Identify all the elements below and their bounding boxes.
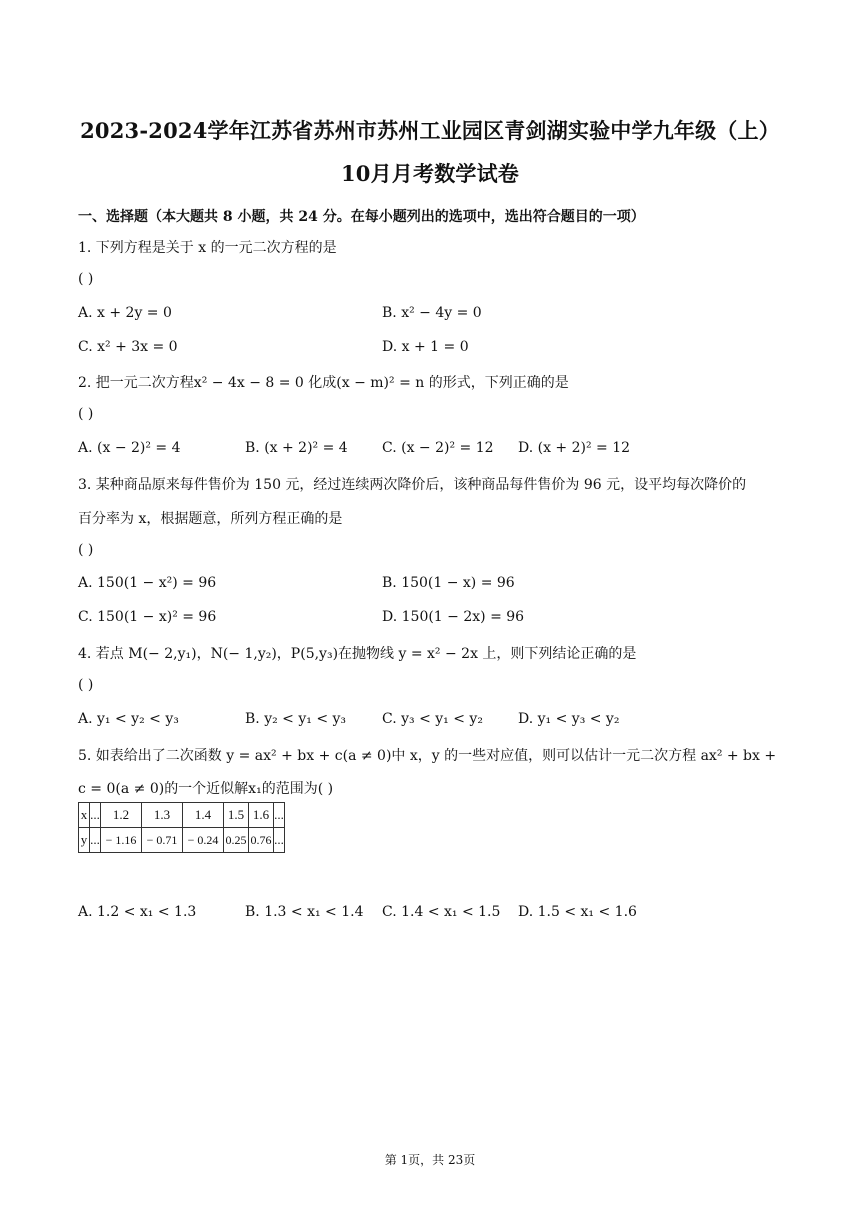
question-2-stem: 2. 把一元二次方程x² − 4x − 8 = 0 化成(x − m)² = n 的形式，下列正确的是 (78, 375, 569, 391)
table-cell: 1.2 (101, 803, 142, 828)
question-5-option-a: A. 1.2 < x₁ < 1.3 (78, 904, 197, 920)
table-cell: ... (90, 803, 101, 828)
question-5-option-c: C. 1.4 < x₁ < 1.5 (382, 904, 501, 920)
table-row-y (79, 828, 285, 853)
question-3-blank: ( ) (78, 542, 94, 558)
question-3-option-a: A. 150(1 − x²) = 96 (78, 575, 217, 591)
exam-title-line1: 2023-2024学年江苏省苏州市苏州工业园区青剑湖实验中学九年级（上） (80, 118, 780, 143)
question-4-option-d: D. y₁ < y₃ < y₂ (518, 711, 620, 727)
question-3-option-c: C. 150(1 − x)² = 96 (78, 609, 217, 625)
table-cell: ... (274, 828, 285, 853)
question-1-option-b: B. x² − 4y = 0 (382, 305, 482, 321)
question-2-option-a: A. (x − 2)² = 4 (78, 440, 181, 456)
table-cell: y (79, 828, 90, 853)
question-3-option-b: B. 150(1 − x) = 96 (382, 575, 515, 591)
question-1-option-d: D. x + 1 = 0 (382, 339, 469, 355)
table-cell: 1.3 (142, 803, 183, 828)
question-5-option-b: B. 1.3 < x₁ < 1.4 (245, 904, 364, 920)
question-1-option-c: C. x² + 3x = 0 (78, 339, 178, 355)
exam-title-line2: 10月月考数学试卷 (340, 161, 520, 186)
table-cell: − 1.16 (101, 828, 142, 853)
table-cell: ... (274, 803, 285, 828)
question-5-option-d: D. 1.5 < x₁ < 1.6 (518, 904, 637, 920)
table-cell: − 0.24 (183, 828, 224, 853)
question-1-stem: 1. 下列方程是关于 x 的一元二次方程的是 (78, 240, 337, 256)
question-1-blank: ( ) (78, 271, 94, 287)
question-4-stem: 4. 若点 M(− 2,y₁)，N(− 1,y₂)，P(5,y₃)在抛物线 y = x² − 2x 上，则下列结论正确的是 (78, 646, 637, 662)
value-table (78, 802, 285, 853)
question-4-option-b: B. y₂ < y₁ < y₃ (245, 711, 347, 727)
table-row-x (79, 803, 285, 828)
table-cell: ... (90, 828, 101, 853)
question-5-stem-line1: 5. 如表给出了二次函数 y = ax² + bx + c(a ≠ 0)中 x，y 的一些对应值，则可以估计一元二次方程 ax² + bx + (78, 748, 777, 764)
question-2-option-d: D. (x + 2)² = 12 (518, 440, 631, 456)
table-cell: 1.5 (224, 803, 249, 828)
question-3-stem-line1: 3. 某种商品原来每件售价为 150 元，经过连续两次降价后，该种商品每件售价为 96 元，设平均每次降价的 (78, 477, 747, 493)
table-cell: x (79, 803, 90, 828)
question-4-blank: ( ) (78, 677, 94, 693)
question-3-stem-line2: 百分率为 x，根据题意，所列方程正确的是 (78, 511, 343, 527)
table-cell: − 0.71 (142, 828, 183, 853)
section-heading: 一、选择题（本大题共 8 小题，共 24 分。在每小题列出的选项中，选出符合题目的一项） (78, 209, 645, 225)
question-5-stem-line2: c = 0(a ≠ 0)的一个近似解x₁的范围为( ) (78, 781, 334, 797)
question-2-option-b: B. (x + 2)² = 4 (245, 440, 348, 456)
table-cell: 0.25 (224, 828, 249, 853)
table-cell: 1.6 (249, 803, 274, 828)
question-4-option-a: A. y₁ < y₂ < y₃ (78, 711, 179, 727)
question-1-option-a: A. x + 2y = 0 (78, 305, 172, 321)
question-4-option-c: C. y₃ < y₁ < y₂ (382, 711, 483, 727)
table-cell: 1.4 (183, 803, 224, 828)
question-3-option-d: D. 150(1 − 2x) = 96 (382, 609, 525, 625)
question-2-blank: ( ) (78, 406, 94, 422)
page-footer: 第 1页，共 23页 (384, 1153, 476, 1167)
table-cell: 0.76 (249, 828, 274, 853)
question-2-option-c: C. (x − 2)² = 12 (382, 440, 494, 456)
